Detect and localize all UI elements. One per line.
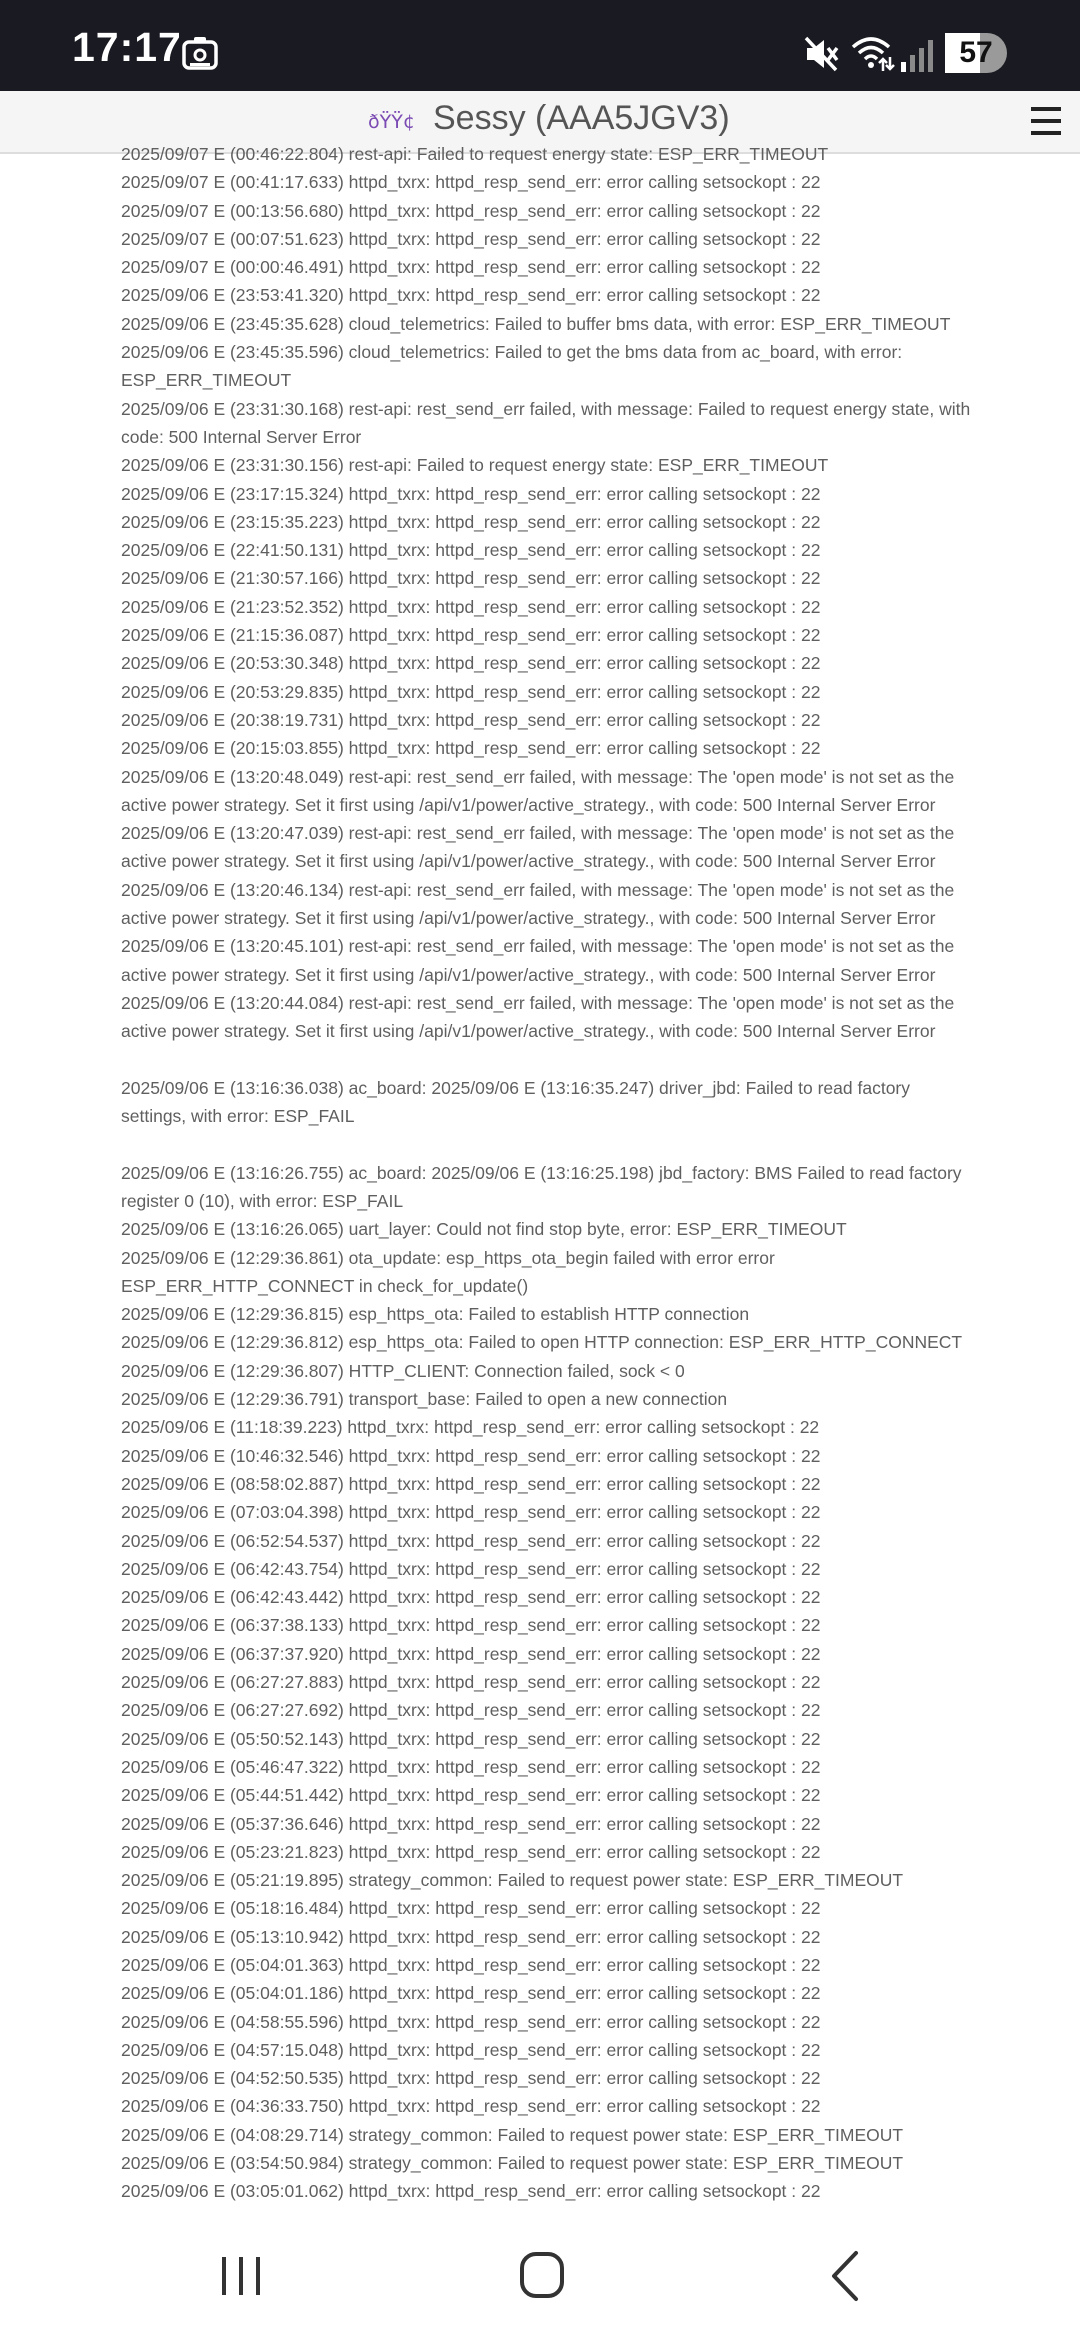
log-entry: 2025/09/06 E (05:23:21.823) httpd_txrx: httpd_resp_send_err: error calling setsockopt : 22 — [121, 1841, 821, 1862]
log-entry: 2025/09/06 E (13:16:26.065) uart_layer: Could not find stop byte, error: ESP_ERR_TIMEOUT — [121, 1219, 847, 1240]
log-entry: 2025/09/06 E (13:20:45.101) rest-api: rest_send_err failed, with message: The 'open mode' is not set as the active power strategy. Set it first using /api/v1/power/active_strategy., with code: 500 Internal Server Error — [121, 936, 955, 985]
mute-icon — [804, 36, 840, 72]
status-time: 17:17 — [72, 24, 182, 70]
log-entry: 2025/09/06 E (07:03:04.398) httpd_txrx: httpd_resp_send_err: error calling setsockopt : 22 — [121, 1502, 821, 1523]
screenshot-icon — [181, 37, 219, 71]
log-entry: 2025/09/06 E (20:38:19.731) httpd_txrx: httpd_resp_send_err: error calling setsockopt : 22 — [121, 709, 821, 730]
log-entry: 2025/09/06 E (22:41:50.131) httpd_txrx: httpd_resp_send_err: error calling setsockopt : 22 — [121, 540, 821, 561]
log-entry: 2025/09/06 E (13:20:47.039) rest-api: rest_send_err failed, with message: The 'open mode' is not set as the active power strategy. Set it first using /api/v1/power/active_strategy., with code: 500 Internal Server Error — [121, 823, 955, 872]
log-entry: 2025/09/06 E (12:29:36.791) transport_base: Failed to open a new connection — [121, 1389, 728, 1410]
log-entry: 2025/09/06 E (12:29:36.861) ota_update: esp_https_ota_begin failed with error error ESP_ERR_HTTP_CONNECT in check_for_update() — [121, 1247, 775, 1296]
log-entry: 2025/09/06 E (04:36:33.750) httpd_txrx: httpd_resp_send_err: error calling setsockopt : 22 — [121, 2096, 821, 2117]
log-entry: 2025/09/06 E (20:53:29.835) httpd_txrx: httpd_resp_send_err: error calling setsockopt : 22 — [121, 681, 821, 702]
log-entry: 2025/09/07 E (00:41:17.633) httpd_txrx: httpd_resp_send_err: error calling setsockopt : 22 — [121, 172, 821, 193]
log-entry: 2025/09/06 E (20:53:30.348) httpd_txrx: httpd_resp_send_err: error calling setsockopt : 22 — [121, 653, 821, 674]
log-entry: 2025/09/06 E (03:05:01.062) httpd_txrx: httpd_resp_send_err: error calling setsockopt : 22 — [121, 2181, 821, 2202]
log-entry: 2025/09/06 E (06:37:37.920) httpd_txrx: httpd_resp_send_err: error calling setsockopt : 22 — [121, 1643, 821, 1664]
log-entry: 2025/09/06 E (06:37:38.133) httpd_txrx: httpd_resp_send_err: error calling setsockopt : 22 — [121, 1615, 821, 1636]
log-entry: 2025/09/06 E (05:44:51.442) httpd_txrx: httpd_resp_send_err: error calling setsockopt : 22 — [121, 1785, 821, 1806]
log-entry: 2025/09/06 E (23:45:35.596) cloud_telemetrics: Failed to get the bms data from ac_board, with error: ESP_ERR_TIMEOUT — [121, 342, 903, 391]
log-entry: 2025/09/06 E (23:31:30.156) rest-api: Failed to request energy state: ESP_ERR_TIMEOUT — [121, 455, 829, 476]
log-entry: 2025/09/06 E (23:53:41.320) httpd_txrx: httpd_resp_send_err: error calling setsockopt : 22 — [121, 285, 821, 306]
log-entry: 2025/09/06 E (05:04:01.186) httpd_txrx: httpd_resp_send_err: error calling setsockopt : 22 — [121, 1983, 821, 2004]
log-entry: 2025/09/06 E (06:52:54.537) httpd_txrx: httpd_resp_send_err: error calling setsockopt : 22 — [121, 1530, 821, 1551]
log-entry: 2025/09/06 E (04:58:55.596) httpd_txrx: httpd_resp_send_err: error calling setsockopt : 22 — [121, 2011, 821, 2032]
menu-line — [1031, 131, 1061, 135]
battery-level: 57 — [959, 36, 993, 69]
log-entry: 2025/09/06 E (20:15:03.855) httpd_txrx: httpd_resp_send_err: error calling setsockopt : 22 — [121, 738, 821, 759]
log-entry: 2025/09/07 E (00:46:22.804) rest-api: Failed to request energy state: ESP_ERR_TIMEOUT — [121, 144, 829, 164]
log-entry: 2025/09/06 E (03:54:50.984) strategy_common: Failed to request power state: ESP_ERR_TIMEOUT — [121, 2153, 904, 2174]
log-entry: 2025/09/06 E (13:20:46.134) rest-api: rest_send_err failed, with message: The 'open mode' is not set as the active power strategy. Set it first using /api/v1/power/active_strategy., with code: 500 Internal Server Error — [121, 879, 955, 929]
log-entry: 2025/09/06 E (21:15:36.087) httpd_txrx: httpd_resp_send_err: error calling setsockopt : 22 — [121, 625, 821, 646]
log-entry: 2025/09/06 E (12:29:36.815) esp_https_ota: Failed to establish HTTP connection — [121, 1304, 750, 1325]
menu-line — [1031, 107, 1061, 111]
log-entry: 2025/09/06 E (12:29:36.812) esp_https_ota: Failed to open HTTP connection: ESP_ERR_HTTP_CONNECT — [121, 1332, 963, 1353]
log-entry: 2025/09/06 E (23:17:15.324) httpd_txrx: httpd_resp_send_err: error calling setsockopt : 22 — [121, 483, 821, 504]
log-entry: 2025/09/06 E (06:27:27.883) httpd_txrx: httpd_resp_send_err: error calling setsockopt : 22 — [121, 1672, 821, 1693]
wifi-icon — [851, 35, 895, 73]
page-title: Sessy (AAA5JGV3) — [433, 99, 730, 137]
log-entry: 2025/09/06 E (23:31:30.168) rest-api: rest_send_err failed, with message: Failed to request energy state, with code: 500 Internal Server Error — [121, 398, 971, 447]
log-entry: 2025/09/06 E (10:46:32.546) httpd_txrx: httpd_resp_send_err: error calling setsockopt : 22 — [121, 1445, 821, 1466]
log-entry: 2025/09/06 E (05:18:16.484) httpd_txrx: httpd_resp_send_err: error calling setsockopt : 22 — [121, 1898, 821, 1919]
log-entry: 2025/09/06 E (13:16:26.755) ac_board: 2025/09/06 E (13:16:25.198) jbd_factory: BMS Failed to read factory register 0 (10), with error: ESP_FAIL — [121, 1162, 962, 1211]
log-entry: 2025/09/06 E (21:23:52.352) httpd_txrx: httpd_resp_send_err: error calling setsockopt : 22 — [121, 596, 821, 617]
log-list — [121, 140, 971, 2234]
log-entry: 2025/09/07 E (00:13:56.680) httpd_txrx: httpd_resp_send_err: error calling setsockopt : 22 — [121, 200, 821, 221]
signal-icon — [900, 40, 934, 72]
log-entry: 2025/09/06 E (06:27:27.692) httpd_txrx: httpd_resp_send_err: error calling setsockopt : 22 — [121, 1700, 821, 1721]
log-entry: 2025/09/06 E (13:20:48.049) rest-api: rest_send_err failed, with message: The 'open mode' is not set as the active power strategy. Set it first using /api/v1/power/active_strategy., with code: 500 Internal Server Error — [121, 766, 955, 815]
home-icon[interactable] — [507, 2249, 577, 2303]
log-entry: 2025/09/07 E (00:00:46.491) httpd_txrx: httpd_resp_send_err: error calling setsockopt : 22 — [121, 257, 821, 278]
log-entry: 2025/09/06 E (13:16:36.038) ac_board: 2025/09/06 E (13:16:35.247) driver_jbd: Failed to read factory settings, with error: ESP_FAIL — [121, 1077, 911, 1127]
log-entry: 2025/09/06 E (05:04:01.363) httpd_txrx: httpd_resp_send_err: error calling setsockopt : 22 — [121, 1955, 821, 1975]
log-entry: 2025/09/06 E (06:42:43.442) httpd_txrx: httpd_resp_send_err: error calling setsockopt : 22 — [121, 1587, 821, 1608]
app-logo: ðŸŸ¢ — [368, 111, 415, 133]
log-entry: 2025/09/06 E (21:30:57.166) httpd_txrx: httpd_resp_send_err: error calling setsockopt : 22 — [121, 568, 821, 589]
battery-icon — [945, 33, 1007, 73]
log-entry: 2025/09/06 E (05:13:10.942) httpd_txrx: httpd_resp_send_err: error calling setsockopt : 22 — [121, 1926, 821, 1947]
log-entry: 2025/09/06 E (05:21:19.895) strategy_common: Failed to request power state: ESP_ERR_TIMEOUT — [121, 1870, 904, 1891]
log-viewport[interactable] — [0, 144, 1080, 2211]
log-entry: 2025/09/06 E (05:46:47.322) httpd_txrx: httpd_resp_send_err: error calling setsockopt : 22 — [121, 1756, 821, 1777]
log-entry: 2025/09/06 E (23:15:35.223) httpd_txrx: httpd_resp_send_err: error calling setsockopt : 22 — [121, 511, 821, 532]
log-entry: 2025/09/06 E (08:58:02.887) httpd_txrx: httpd_resp_send_err: error calling setsockopt : 22 — [121, 1473, 821, 1494]
log-entry: 2025/09/06 E (11:18:39.223) httpd_txrx: httpd_resp_send_err: error calling setsockopt : 22 — [121, 1417, 820, 1438]
log-entry: 2025/09/06 E (13:20:44.084) rest-api: rest_send_err failed, with message: The 'open mode' is not set as the active power strategy. Set it first using /api/v1/power/active_strategy., with code: 500 Internal Server Error — [121, 992, 955, 1042]
log-entry: 2025/09/06 E (04:08:29.714) strategy_common: Failed to request power state: ESP_ERR_TIMEOUT — [121, 2124, 904, 2145]
back-icon[interactable] — [810, 2249, 880, 2303]
menu-line — [1031, 119, 1061, 123]
log-entry: 2025/09/06 E (04:52:50.535) httpd_txrx: httpd_resp_send_err: error calling setsockopt : 22 — [121, 2068, 821, 2089]
status-bar — [0, 0, 1080, 91]
log-entry: 2025/09/06 E (05:50:52.143) httpd_txrx: httpd_resp_send_err: error calling setsockopt : 22 — [121, 1728, 821, 1749]
log-entry: 2025/09/06 E (23:45:35.628) cloud_telemetrics: Failed to buffer bms data, with error: ESP_ERR_TIMEOUT — [121, 313, 951, 334]
log-entry: 2025/09/07 E (00:07:51.623) httpd_txrx: httpd_resp_send_err: error calling setsockopt : 22 — [121, 228, 821, 249]
log-entry: 2025/09/06 E (06:42:43.754) httpd_txrx: httpd_resp_send_err: error calling setsockopt : 22 — [121, 1558, 821, 1579]
recent-apps-icon[interactable] — [206, 2249, 276, 2303]
hamburger-menu-icon[interactable] — [1031, 107, 1061, 135]
log-entry: 2025/09/06 E (04:57:15.048) httpd_txrx: httpd_resp_send_err: error calling setsockopt : 22 — [121, 2039, 821, 2060]
navigation-bar — [0, 2211, 1080, 2340]
log-entry: 2025/09/06 E (12:29:36.807) HTTP_CLIENT: Connection failed, sock < 0 — [121, 1360, 685, 1381]
log-entry: 2025/09/06 E (05:37:36.646) httpd_txrx: httpd_resp_send_err: error calling setsockopt : 22 — [121, 1813, 821, 1834]
